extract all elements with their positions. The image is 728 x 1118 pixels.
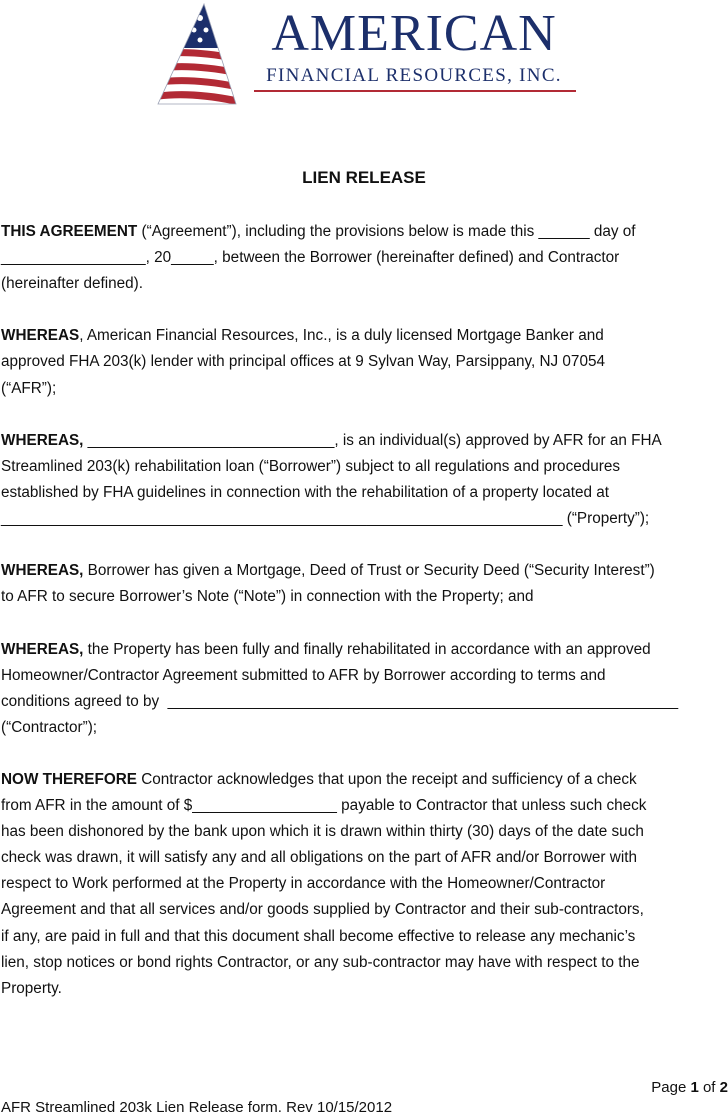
bold-lead: WHEREAS, [1, 562, 84, 580]
text-line: approved FHA 203(k) lender with principal offices at 9 Sylvan Way, Parsippany, NJ 07054 [1, 353, 605, 371]
flag-pyramid-icon [150, 0, 250, 112]
document-title: LIEN RELEASE [302, 168, 426, 187]
page-number: Page 1 of 2 [651, 1079, 728, 1096]
text-line: WHEREAS, _____________________________, is an individual(s) approved by AFR for an FHA [1, 431, 662, 449]
text-line: conditions agreed to by ____________________________________________________________ [1, 692, 679, 710]
text-line: THIS AGREEMENT (“Agreement”), including the provisions below is made this ______ day of [1, 223, 636, 240]
text-line: Agreement and that all services and/or goods supplied by Contractor and their sub-contractors, [1, 901, 644, 919]
text-line: if any, are paid in full and that this document shall become effective to release any mechanic’s [1, 927, 636, 945]
text-line: established by FHA guidelines in connection with the rehabilitation of a property located at [1, 483, 609, 501]
text-line: Streamlined 203(k) rehabilitation loan (“Borrower”) subject to all regulations and procedures [1, 457, 620, 475]
whereas-mortgage-paragraph [1, 558, 728, 610]
now-therefore-paragraph [1, 767, 728, 1002]
text-line: WHEREAS, Borrower has given a Mortgage, Deed of Trust or Security Deed (“Security Interest”) [1, 562, 655, 580]
text-line: WHEREAS, the Property has been fully and finally rehabilitated in accordance with an approved [1, 640, 651, 658]
logo-subtitle: FINANCIAL RESOURCES, INC. [266, 65, 562, 86]
bold-lead: NOW THEREFORE [1, 770, 137, 788]
text-line: (“Contractor”); [1, 718, 98, 736]
bold-lead: WHEREAS [1, 327, 80, 345]
bold-lead: WHEREAS, [1, 640, 84, 658]
text-line: _________________, 20_____, between the Borrower (hereinafter defined) and Contractor [1, 249, 620, 267]
company-logo [150, 0, 580, 112]
text-line: Property. [1, 979, 62, 997]
text-line: WHEREAS, American Financial Resources, Inc., is a duly licensed Mortgage Banker and [1, 327, 604, 345]
logo-title: AMERICAN [271, 5, 557, 62]
text-line: NOW THEREFORE Contractor acknowledges that upon the receipt and sufficiency of a check [1, 770, 637, 788]
text-line: has been dishonored by the bank upon which it is drawn within thirty (30) days of the date such [1, 823, 644, 841]
logo-underline [254, 90, 576, 92]
footer-revision: AFR Streamlined 203k Lien Release form. Rev 10/15/2012 [1, 1099, 393, 1116]
bold-lead: WHEREAS, [1, 431, 84, 449]
whereas-borrower-paragraph [1, 428, 728, 532]
document-body [1, 219, 728, 1028]
text-line: __________________________________________________________________ (“Property”); [1, 510, 650, 528]
agreement-paragraph [1, 219, 728, 297]
text-line: respect to Work performed at the Property in accordance with the Homeowner/Contractor [1, 875, 606, 893]
whereas-afr-paragraph [1, 323, 728, 401]
text-line: check was drawn, it will satisfy any and all obligations on the part of AFR and/or Borrower with [1, 849, 637, 867]
text-line: from AFR in the amount of $_________________ payable to Contractor that unless such check [1, 797, 647, 815]
text-line: to AFR to secure Borrower’s Note (“Note”) in connection with the Property; and [1, 588, 534, 606]
text-line: Homeowner/Contractor Agreement submitted to AFR by Borrower according to terms and [1, 666, 606, 684]
text-line: (hereinafter defined). [1, 275, 144, 293]
text-line: lien, stop notices or bond rights Contractor, or any sub-contractor may have with respect to the [1, 953, 640, 971]
text-line: (“AFR”); [1, 379, 57, 397]
whereas-property-paragraph [1, 637, 728, 741]
bold-lead: THIS AGREEMENT [1, 223, 138, 240]
